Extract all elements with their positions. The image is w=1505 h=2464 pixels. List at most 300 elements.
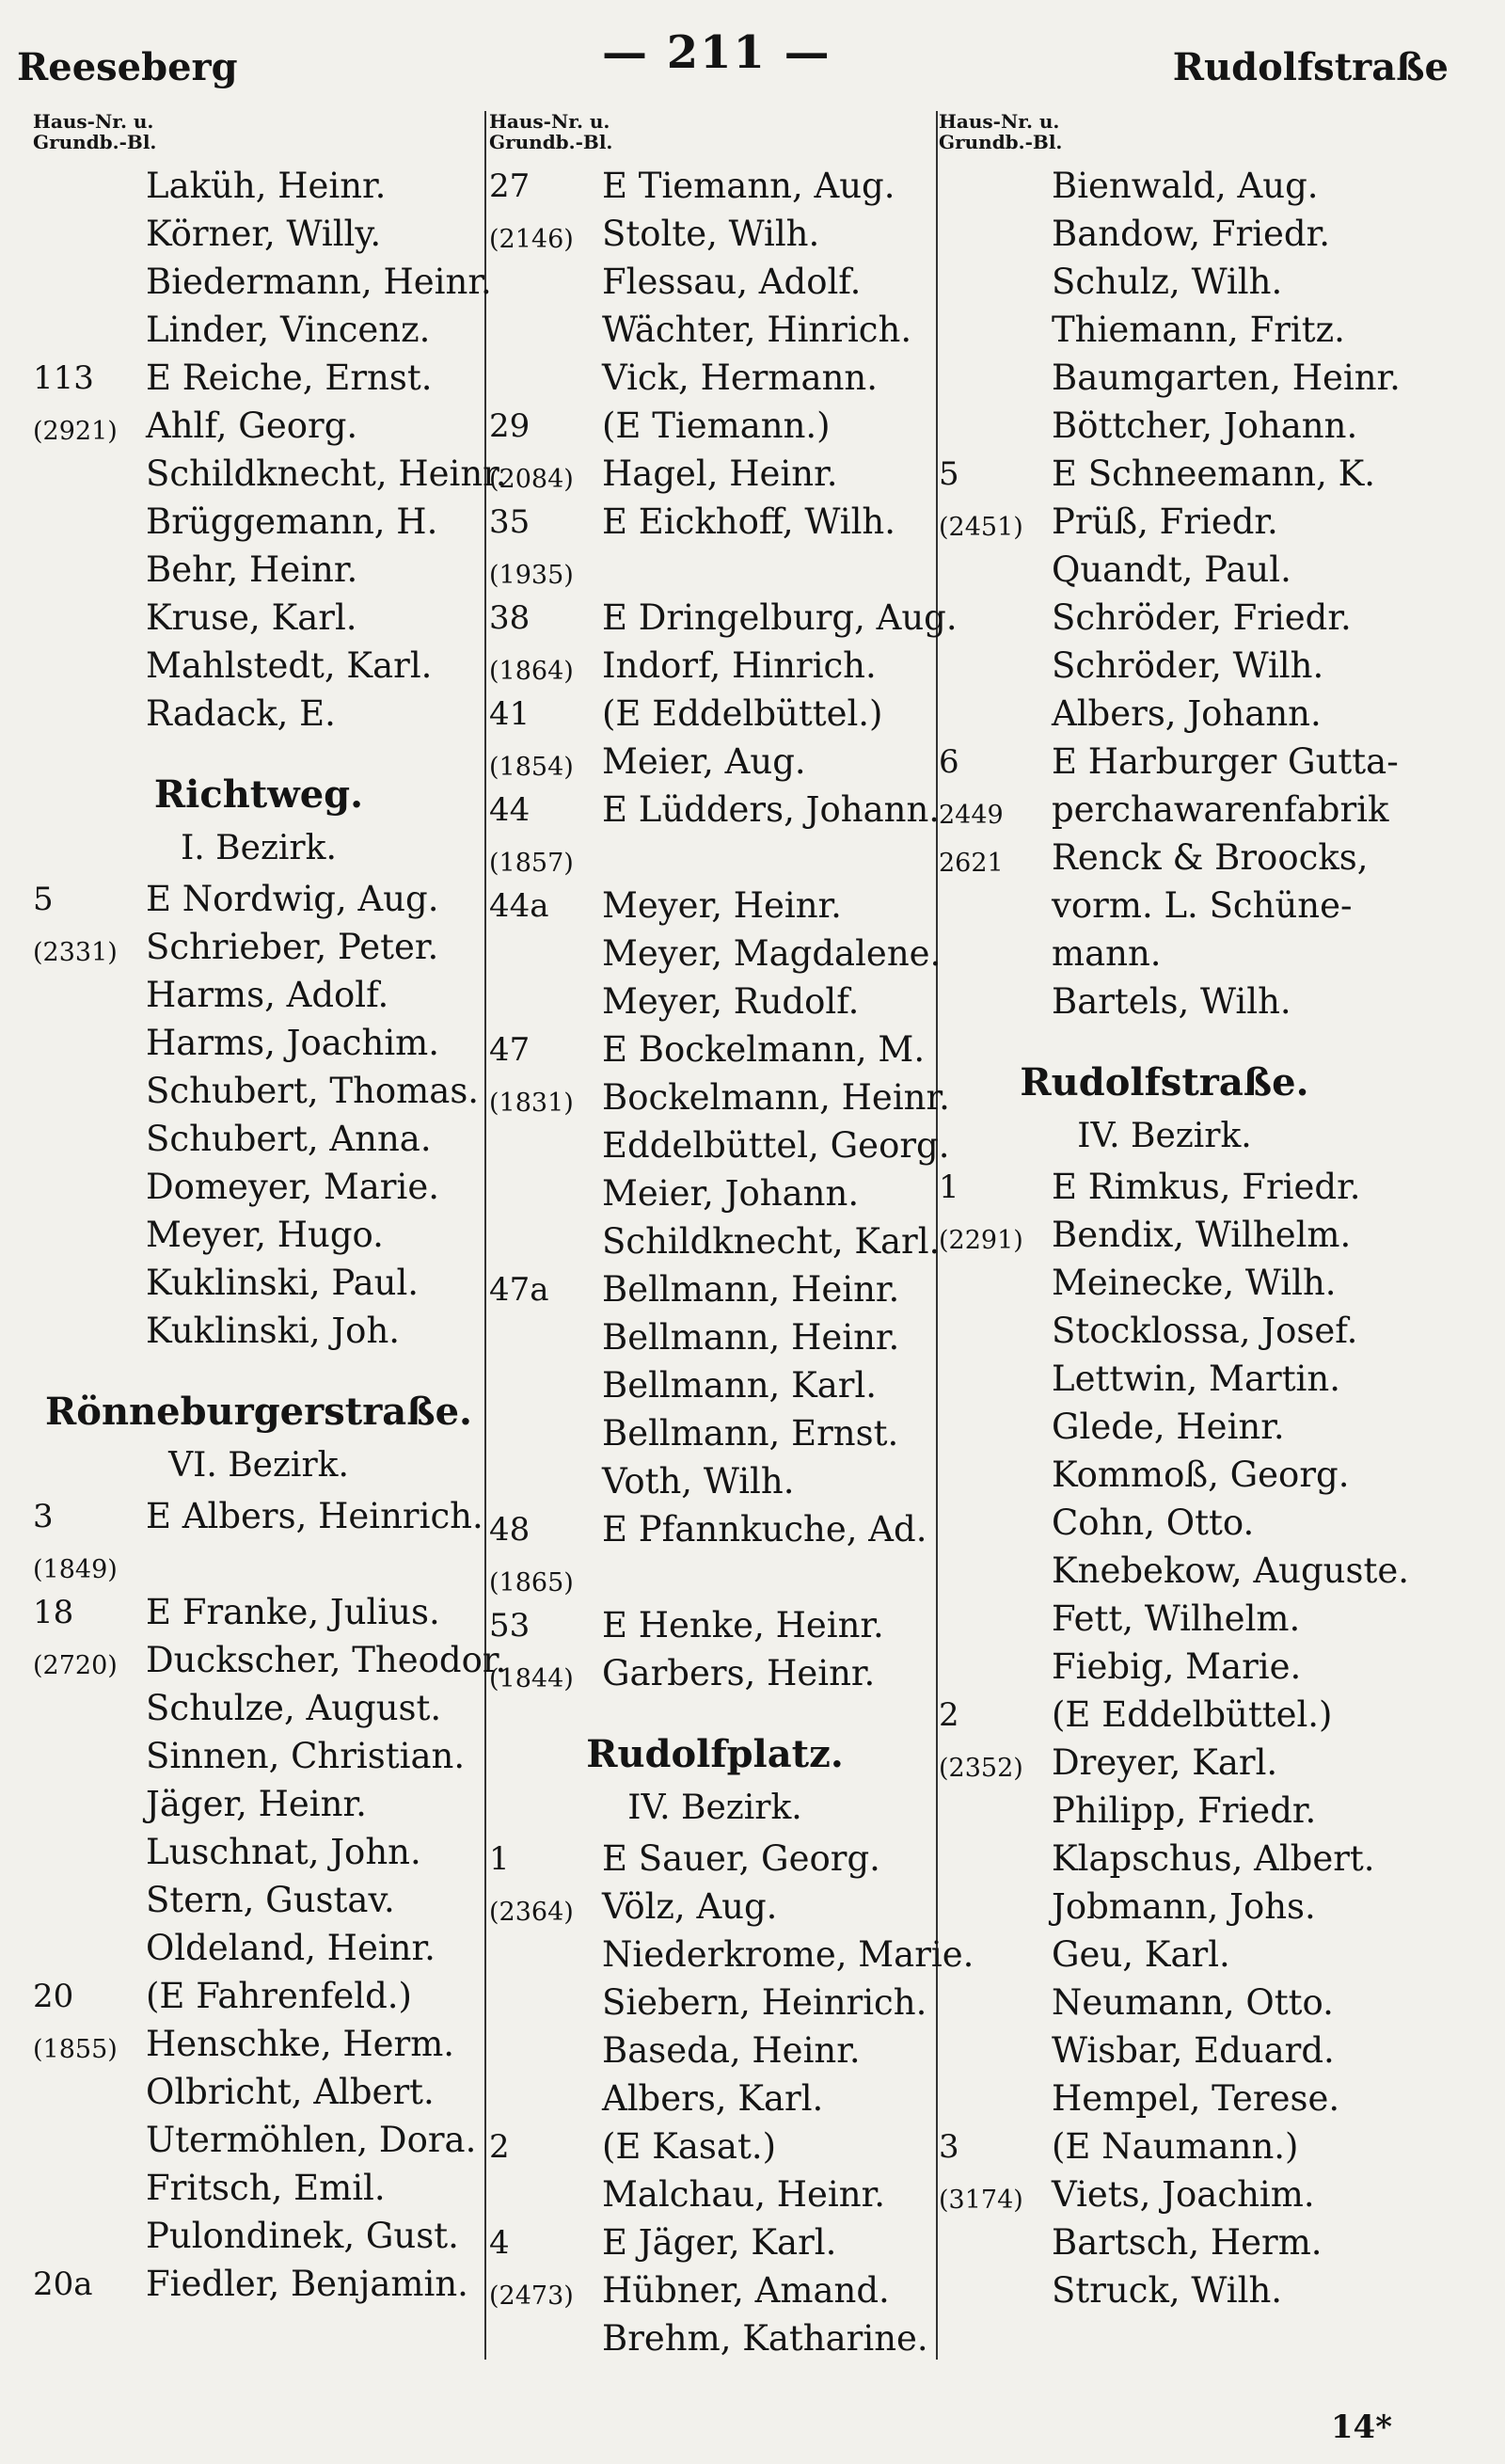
land-register-number: (2291) — [939, 1226, 1023, 1255]
directory-entry — [939, 739, 1399, 787]
resident-name: E Henke, Heinr. — [602, 1605, 884, 1645]
resident-name: Fiedler, Benjamin. — [146, 2264, 468, 2304]
directory-entry — [939, 883, 1390, 931]
resident-name: Schulze, August. — [146, 1688, 442, 1728]
directory-entry — [939, 500, 1390, 548]
directory-entry — [33, 2262, 484, 2310]
column-1 — [33, 110, 507, 2360]
resident-name: Utermöhlen, Dora. — [146, 2120, 477, 2160]
directory-entry — [939, 260, 1390, 308]
directory-entry — [939, 1693, 1390, 1741]
directory-entry — [939, 835, 1390, 883]
directory-entry — [939, 644, 1390, 692]
house-number: 2 — [939, 1696, 959, 1734]
directory-entry — [939, 2076, 1390, 2124]
directory-entry — [33, 2022, 484, 2070]
resident-name: Laküh, Heinr. — [146, 166, 387, 206]
directory-entry — [33, 692, 484, 739]
house-number: 1 — [489, 1840, 510, 1878]
directory-entry — [939, 1597, 1390, 1645]
directory-entry — [33, 1117, 484, 1165]
house-number: 5 — [33, 881, 54, 918]
directory-entry — [489, 500, 941, 548]
resident-name: Brehm, Katharine. — [602, 2318, 928, 2359]
resident-name: Albers, Karl. — [602, 2078, 824, 2119]
directory-entry — [489, 644, 941, 692]
directory-entry — [489, 883, 941, 931]
resident-name: Biedermann, Heinr. — [146, 262, 492, 302]
district-label: I. Bezirk. — [181, 829, 337, 867]
resident-name: Henschke, Herm. — [146, 2024, 455, 2064]
house-number: 18 — [33, 1594, 74, 1631]
directory-entry — [489, 2124, 941, 2172]
directory-entry — [33, 1590, 484, 1638]
resident-name: Hempel, Terese. — [1052, 2078, 1340, 2119]
district-label: IV. Bezirk. — [627, 1788, 802, 1827]
directory-entry — [33, 500, 484, 548]
directory-entry — [489, 2172, 941, 2220]
directory-entry — [33, 1974, 484, 2022]
directory-entry — [489, 2268, 941, 2316]
resident-name: Kruse, Karl. — [146, 597, 357, 638]
directory-entry — [939, 979, 1390, 1027]
directory-entry — [489, 452, 941, 500]
directory-entry — [939, 1405, 1390, 1453]
directory-entry — [939, 548, 1390, 596]
directory-entry — [939, 1165, 1390, 1213]
resident-name: Schrieber, Peter. — [146, 927, 439, 967]
directory-entry — [33, 925, 484, 973]
resident-name: Duckscher, Theodor. — [146, 1640, 507, 1680]
directory-entry — [939, 2172, 1390, 2220]
house-number: 35 — [489, 503, 531, 541]
directory-entry — [489, 1171, 941, 1219]
resident-name: (E Naumann.) — [1052, 2126, 1299, 2167]
resident-name: Meyer, Rudolf. — [602, 981, 860, 1022]
directory-entry — [489, 931, 941, 979]
house-number: 38 — [489, 599, 531, 637]
header-left-street: Reeseberg — [17, 45, 238, 89]
resident-name: E Tiemann, Aug. — [602, 166, 895, 206]
resident-name: Indorf, Hinrich. — [602, 645, 877, 686]
resident-name: (E Fahrenfeld.) — [146, 1976, 412, 2016]
land-register-number: 2621 — [939, 849, 1004, 878]
street-heading: Rudolfstraße. — [1020, 1060, 1309, 1105]
resident-name: Domeyer, Marie. — [146, 1167, 439, 1207]
house-number: 44 — [489, 791, 531, 829]
directory-entry — [489, 692, 941, 739]
resident-name: Bellmann, Heinr. — [602, 1269, 900, 1310]
house-number: 113 — [33, 359, 94, 397]
directory-entry — [489, 404, 941, 452]
resident-name: Meier, Aug. — [602, 741, 806, 782]
resident-name: E Jäger, Karl. — [602, 2222, 837, 2263]
resident-name: Stocklossa, Josef. — [1052, 1311, 1358, 1351]
resident-name: Schubert, Anna. — [146, 1119, 432, 1159]
directory-entry — [33, 2166, 484, 2214]
resident-name: Olbricht, Albert. — [146, 2072, 435, 2112]
directory-entry — [489, 1555, 941, 1603]
directory-entry — [939, 2268, 1390, 2316]
directory-entry — [489, 1315, 941, 1363]
resident-name: Bienwald, Aug. — [1052, 166, 1319, 206]
resident-name: Hübner, Amand. — [602, 2270, 890, 2311]
resident-name: Mahlstedt, Karl. — [146, 645, 433, 686]
directory-entry — [939, 164, 1390, 212]
resident-name: E Schneemann, K. — [1052, 453, 1376, 494]
directory-entry — [33, 1213, 484, 1261]
resident-name: Böttcher, Johann. — [1052, 405, 1358, 446]
directory-entry — [939, 1980, 1390, 2028]
resident-name: Völz, Aug. — [602, 1886, 778, 1927]
resident-name: Wisbar, Eduard. — [1052, 2030, 1335, 2071]
resident-name: Schildknecht, Heinr. — [146, 453, 507, 494]
directory-entry — [33, 1494, 484, 1542]
directory-entry — [489, 356, 941, 404]
directory-entry — [33, 308, 484, 356]
resident-name: Prüß, Friedr. — [1052, 501, 1278, 542]
directory-entry — [939, 1261, 1390, 1309]
directory-entry — [489, 1459, 941, 1507]
resident-name: Bellmann, Heinr. — [602, 1317, 900, 1358]
page-number: — 211 — — [602, 26, 832, 79]
land-register-number: (2473) — [489, 2281, 574, 2311]
directory-entry — [939, 1645, 1390, 1693]
resident-name: Meinecke, Wilh. — [1052, 1263, 1337, 1303]
directory-entry — [489, 2220, 941, 2268]
resident-name: Fritsch, Emil. — [146, 2168, 386, 2208]
directory-entry — [33, 356, 484, 404]
directory-entry — [489, 1932, 974, 1980]
house-number: 47 — [489, 1031, 531, 1069]
resident-name: Fiebig, Marie. — [1052, 1646, 1302, 1687]
directory-entry — [489, 212, 941, 260]
resident-name: Knebekow, Auguste. — [1052, 1550, 1410, 1591]
street-heading: Rudolfplatz. — [586, 1732, 844, 1776]
resident-name: Struck, Wilh. — [1052, 2270, 1283, 2311]
directory-entry — [489, 596, 958, 644]
land-register-number: (2921) — [33, 417, 118, 446]
directory-entry — [939, 596, 1390, 644]
resident-name: Stern, Gustav. — [146, 1880, 395, 1920]
house-number: 20a — [33, 2265, 93, 2303]
resident-name: Klapschus, Albert. — [1052, 1838, 1375, 1879]
directory-entry — [939, 452, 1390, 500]
resident-name: Radack, E. — [146, 693, 336, 734]
house-number: 27 — [489, 167, 531, 205]
directory-entry — [939, 308, 1390, 356]
directory-entry — [489, 308, 941, 356]
directory-entry — [33, 1734, 484, 1782]
land-register-number: (1857) — [489, 849, 574, 878]
directory-entry — [33, 1878, 484, 1926]
directory-entry — [33, 404, 484, 452]
resident-name: Thiemann, Fritz. — [1052, 310, 1345, 350]
directory-entry — [939, 2124, 1390, 2172]
directory-entry — [33, 644, 484, 692]
land-register-number: (1864) — [489, 657, 574, 686]
resident-name: Garbers, Heinr. — [602, 1653, 876, 1693]
directory-entry — [33, 2214, 484, 2262]
directory-entry — [489, 979, 941, 1027]
resident-name: Schröder, Friedr. — [1052, 597, 1352, 638]
resident-name: Kommoß, Georg. — [1052, 1455, 1350, 1495]
directory-entry — [489, 1507, 941, 1555]
house-number: 53 — [489, 1607, 531, 1645]
resident-name: E Franke, Julius. — [146, 1592, 440, 1632]
resident-name: Voth, Wilh. — [602, 1461, 795, 1502]
resident-name: Renck & Broocks, — [1052, 837, 1369, 878]
resident-name: Kuklinski, Paul. — [146, 1263, 420, 1303]
directory-entry — [489, 1651, 941, 1699]
directory-entry — [939, 404, 1390, 452]
directory-entry — [33, 212, 484, 260]
street-heading: Rönneburgerstraße. — [45, 1390, 472, 1434]
resident-name: Behr, Heinr. — [146, 549, 358, 590]
land-register-number: (1831) — [489, 1089, 574, 1118]
resident-name: Flessau, Adolf. — [602, 262, 862, 302]
directory-entry — [939, 1549, 1410, 1597]
directory-entry — [33, 1926, 484, 1974]
resident-name: Lettwin, Martin. — [1052, 1359, 1340, 1399]
land-register-number: (3174) — [939, 2186, 1023, 2215]
resident-name: Kuklinski, Joh. — [146, 1311, 401, 1351]
land-register-number: (2352) — [939, 1754, 1023, 1783]
directory-entry — [939, 1357, 1390, 1405]
resident-name: Dreyer, Karl. — [1052, 1742, 1278, 1783]
directory-entry — [33, 1782, 484, 1830]
resident-name: perchawarenfabrik — [1052, 789, 1389, 830]
resident-name: Meier, Johann. — [602, 1173, 860, 1214]
directory-entry — [489, 739, 941, 787]
resident-name: Schulz, Wilh. — [1052, 262, 1283, 302]
resident-name: mann. — [1052, 933, 1162, 974]
street-heading: Richtweg. — [153, 772, 364, 817]
directory-entry — [939, 1213, 1390, 1261]
directory-entry — [489, 1267, 941, 1315]
resident-name: Harms, Joachim. — [146, 1023, 440, 1063]
resident-name: Oldeland, Heinr. — [146, 1928, 436, 1968]
directory-entry — [939, 1788, 1390, 1836]
resident-name: Hagel, Heinr. — [602, 453, 838, 494]
land-register-number: (1935) — [489, 561, 574, 590]
resident-name: Viets, Joachim. — [1052, 2174, 1315, 2215]
directory-entry — [33, 260, 492, 308]
resident-name: Brüggemann, H. — [146, 501, 438, 542]
resident-name: Schröder, Wilh. — [1052, 645, 1324, 686]
directory-entry — [33, 1309, 484, 1357]
resident-name: Pulondinek, Gust. — [146, 2216, 459, 2256]
directory-entry — [939, 2220, 1390, 2268]
resident-name: E Harburger Gutta- — [1052, 741, 1399, 782]
resident-name: Bellmann, Karl. — [602, 1365, 878, 1406]
house-number: 3 — [33, 1498, 54, 1535]
resident-name: (E Tiemann.) — [602, 405, 831, 446]
resident-name: Malchau, Heinr. — [602, 2174, 885, 2215]
resident-name: Quandt, Paul. — [1052, 549, 1291, 590]
resident-name: Vick, Hermann. — [602, 358, 878, 398]
header-right-street: Rudolfstraße — [1172, 45, 1449, 89]
directory-entry — [489, 1411, 941, 1459]
directory-entry — [489, 1884, 941, 1932]
house-number: 1 — [939, 1168, 959, 1206]
resident-name: Philipp, Friedr. — [1052, 1790, 1317, 1831]
land-register-number: (1855) — [33, 2035, 118, 2064]
resident-name: E Eickhoff, Wilh. — [602, 501, 895, 542]
directory-entry — [489, 1027, 941, 1075]
directory-entry — [939, 692, 1390, 739]
resident-name: E Albers, Heinrich. — [146, 1496, 483, 1536]
house-number: 4 — [489, 2224, 510, 2262]
directory-entry — [489, 787, 941, 835]
resident-name: vorm. L. Schüne- — [1052, 885, 1353, 926]
land-register-number: (2146) — [489, 225, 574, 254]
land-register-number: (1849) — [33, 1555, 118, 1584]
directory-entry — [489, 1123, 950, 1171]
house-number: 6 — [939, 743, 959, 781]
column-divider — [484, 111, 486, 2360]
resident-name: Albers, Johann. — [1052, 693, 1322, 734]
resident-name: Bellmann, Ernst. — [602, 1413, 899, 1454]
house-number: 44a — [489, 887, 549, 925]
resident-name: Linder, Vincenz. — [146, 310, 431, 350]
resident-name: E Dringelburg, Aug. — [602, 597, 958, 638]
resident-name: Wächter, Hinrich. — [602, 310, 912, 350]
directory-entry — [939, 787, 1390, 835]
resident-name: E Reiche, Ernst. — [146, 358, 433, 398]
resident-name: Harms, Adolf. — [146, 975, 389, 1015]
resident-name: Glede, Heinr. — [1052, 1407, 1285, 1447]
district-label: VI. Bezirk. — [168, 1446, 349, 1485]
resident-name: Baseda, Heinr. — [602, 2030, 861, 2071]
resident-name: (E Kasat.) — [602, 2126, 777, 2167]
house-number: 47a — [489, 1271, 549, 1309]
resident-name: (E Eddelbüttel.) — [602, 693, 883, 734]
resident-name: (E Eddelbüttel.) — [1052, 1694, 1333, 1735]
directory-entry — [489, 164, 941, 212]
resident-name: E Rimkus, Friedr. — [1052, 1167, 1361, 1207]
directory-entry — [939, 1836, 1390, 1884]
directory-entry — [489, 1980, 941, 2028]
resident-name: Bendix, Wilhelm. — [1052, 1215, 1352, 1255]
directory-entry — [33, 877, 484, 925]
directory-entry — [33, 1165, 484, 1213]
resident-name: Fett, Wilhelm. — [1052, 1598, 1301, 1639]
resident-name: E Lüdders, Johann. — [602, 789, 941, 830]
land-register-number: (2364) — [489, 1898, 574, 1927]
land-register-number: (2331) — [33, 938, 118, 967]
directory-entry — [33, 164, 484, 212]
directory-entry — [33, 596, 484, 644]
directory-entry — [489, 1075, 950, 1123]
directory-entry — [33, 1686, 484, 1734]
resident-name: Meyer, Magdalene. — [602, 933, 942, 974]
resident-name: Neumann, Otto. — [1052, 1982, 1334, 2023]
resident-name: Eddelbüttel, Georg. — [602, 1125, 950, 1166]
directory-entry — [939, 1741, 1390, 1788]
resident-name: Körner, Willy. — [146, 214, 382, 254]
resident-name: Geu, Karl. — [1052, 1934, 1230, 1975]
column-heading: Haus-Nr. u. Grundb.-Bl. — [939, 110, 1063, 153]
resident-name: Bartels, Wilh. — [1052, 981, 1291, 1022]
directory-entry — [489, 2076, 941, 2124]
resident-name: Niederkrome, Marie. — [602, 1934, 974, 1975]
directory-entry — [33, 1021, 484, 1069]
land-register-number: (1865) — [489, 1568, 574, 1598]
land-register-number: (2084) — [489, 465, 574, 494]
directory-entry — [939, 356, 1401, 404]
signature-mark: 14* — [1330, 2408, 1392, 2446]
district-label: IV. Bezirk. — [1077, 1117, 1252, 1155]
directory-entry — [489, 835, 941, 883]
resident-name: Jäger, Heinr. — [146, 1784, 367, 1824]
directory-entry — [939, 1932, 1390, 1980]
house-number: 29 — [489, 407, 531, 445]
resident-name: Bandow, Friedr. — [1052, 214, 1330, 254]
directory-entry — [489, 1219, 941, 1267]
column-heading: Haus-Nr. u. Grundb.-Bl. — [489, 110, 613, 153]
house-number: 5 — [939, 455, 959, 493]
directory-entry — [489, 1603, 941, 1651]
directory-entry — [33, 452, 507, 500]
directory-entry — [489, 2028, 941, 2076]
house-number: 20 — [33, 1978, 74, 2015]
resident-name: Ahlf, Georg. — [146, 405, 358, 446]
land-register-number: (2451) — [939, 513, 1023, 542]
directory-entry — [939, 1501, 1390, 1549]
house-number: 3 — [939, 2128, 959, 2166]
house-number: 41 — [489, 695, 531, 733]
directory-entry — [33, 1069, 484, 1117]
directory-entry — [939, 1884, 1390, 1932]
directory-entry — [33, 1830, 484, 1878]
resident-name: E Bockelmann, M. — [602, 1029, 926, 1070]
resident-name: E Sauer, Georg. — [602, 1838, 880, 1879]
resident-name: Siebern, Heinrich. — [602, 1982, 927, 2023]
land-register-number: (2720) — [33, 1651, 118, 1680]
resident-name: E Nordwig, Aug. — [146, 879, 439, 919]
directory-entry — [33, 548, 484, 596]
land-register-number: 2449 — [939, 801, 1004, 830]
directory-entry — [939, 1453, 1390, 1501]
house-number: 2 — [489, 2128, 510, 2166]
house-number: 48 — [489, 1511, 531, 1549]
directory-entry — [489, 1363, 941, 1411]
directory-entry — [939, 1309, 1390, 1357]
resident-name: Jobmann, Johs. — [1052, 1886, 1316, 1927]
resident-name: Schubert, Thomas. — [146, 1071, 480, 1111]
resident-name: Meyer, Hugo. — [146, 1215, 384, 1255]
directory-entry — [489, 2316, 941, 2364]
page-header — [0, 17, 1505, 89]
column-heading: Haus-Nr. u. Grundb.-Bl. — [33, 110, 157, 153]
directory-entry — [939, 212, 1390, 260]
directory-entry — [33, 1638, 507, 1686]
resident-name: Schildknecht, Karl. — [602, 1221, 941, 1262]
land-register-number: (1854) — [489, 753, 574, 782]
directory-entry — [939, 2028, 1390, 2076]
resident-name: Stolte, Wilh. — [602, 214, 820, 254]
resident-name: Baumgarten, Heinr. — [1052, 358, 1401, 398]
resident-name: Luschnat, John. — [146, 1832, 421, 1872]
directory-entry — [33, 1261, 484, 1309]
directory-entry — [33, 2118, 484, 2166]
resident-name: Bockelmann, Heinr. — [602, 1077, 950, 1118]
directory-entry — [489, 1836, 941, 1884]
land-register-number: (1844) — [489, 1664, 574, 1693]
resident-name: Sinnen, Christian. — [146, 1736, 466, 1776]
directory-entry — [489, 260, 941, 308]
